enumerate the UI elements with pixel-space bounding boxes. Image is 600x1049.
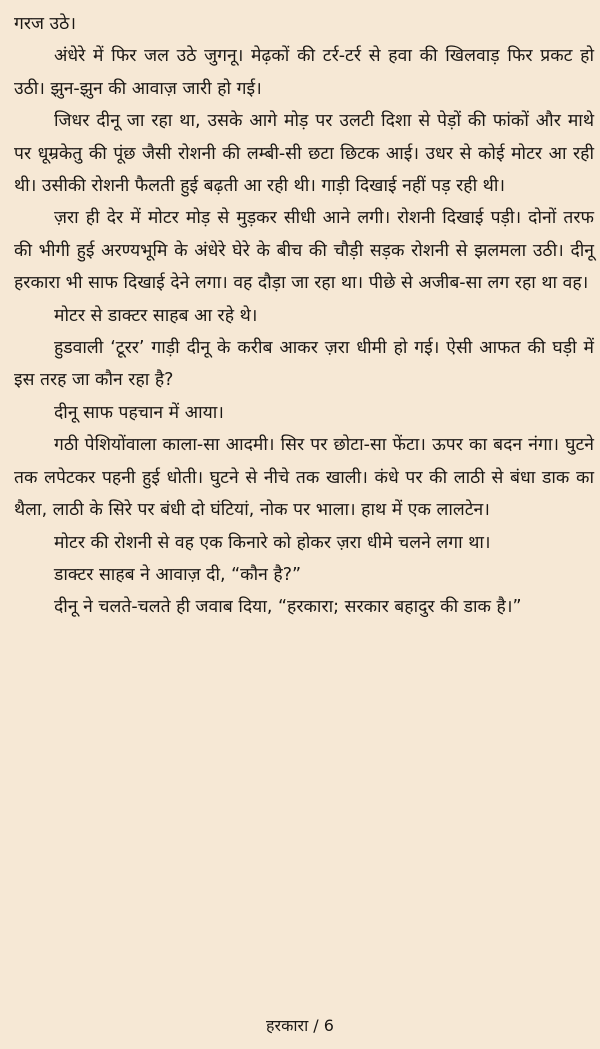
paragraph: दीनू साफ पहचान में आया। — [54, 402, 224, 423]
paragraph: गरज उठे। — [14, 14, 76, 34]
paragraph: गठी पेशियोंवाला काला-सा आदमी। सिर पर छोटा-सा फेंटा। ऊपर का बदन नंगा। घुटने तक लपेटकर पहनी हुई धोती। घुटने से नीचे तक खाली। कंधे पर की लाठी से बंधा डाक का थैला, लाठी के सिरे पर बंधी दो घंटियां, नोक पर भाला। हाथ में एक लालटेन। — [14, 435, 594, 521]
paragraph: ज़रा ही देर में मोटर मोड़ से मुड़कर सीधी आने लगी। रोशनी दिखाई पड़ी। दोनों तरफ की भीगी हुई अरण्यभूमि के अंधेरे घेरे के बीच की चौड़ी सड़क रोशनी से झलमला उठी। दीनू हरकारा भी साफ दिखाई देने लगा। वह दौड़ा जा रहा था। पीछे से अजीब-सा लग रहा था वह। — [14, 208, 594, 294]
page-footer: हरकारा / 6 — [266, 1016, 334, 1035]
paragraph: जिधर दीनू जा रहा था, उसके आगे मोड़ पर उलटी दिशा से पेड़ों की फांकों और माथे पर धूम्रकेतु की पूंछ जैसी रोशनी की लम्बी-सी छटा छिटक आई। उधर से कोई मोटर आ रही थी। उसीकी रोशनी फैलती हुई बढ़ती आ रही थी। गाड़ी दिखाई नहीं पड़ रही थी। — [14, 111, 594, 197]
paragraph: मोटर से डाक्टर साहब आ रहे थे। — [54, 305, 258, 326]
paragraph: हुडवाली ‘टूरर’ गाड़ी दीनू के करीब आकर ज़रा धीमी हो गई। ऐसी आफत की घड़ी में इस तरह जा कौन रहा है? — [14, 338, 594, 391]
paragraph: मोटर की रोशनी से वह एक किनारे को होकर ज़रा धीमे चलने लगा था। — [54, 532, 491, 553]
paragraph: अंधेरे में फिर जल उठे जुगनू। मेढ़कों की टर्र-टर्र से हवा की खिलवाड़ फिर प्रकट हो उठी। झुन-झुन की आवाज़ जारी हो गई। — [14, 46, 594, 99]
body-text — [14, 8, 594, 624]
paragraph: दीनू ने चलते-चलते ही जवाब दिया, “हरकारा; सरकार बहादुर की डाक है।” — [54, 597, 522, 618]
paragraph: डाक्टर साहब ने आवाज़ दी, “कौन है?” — [54, 564, 302, 585]
